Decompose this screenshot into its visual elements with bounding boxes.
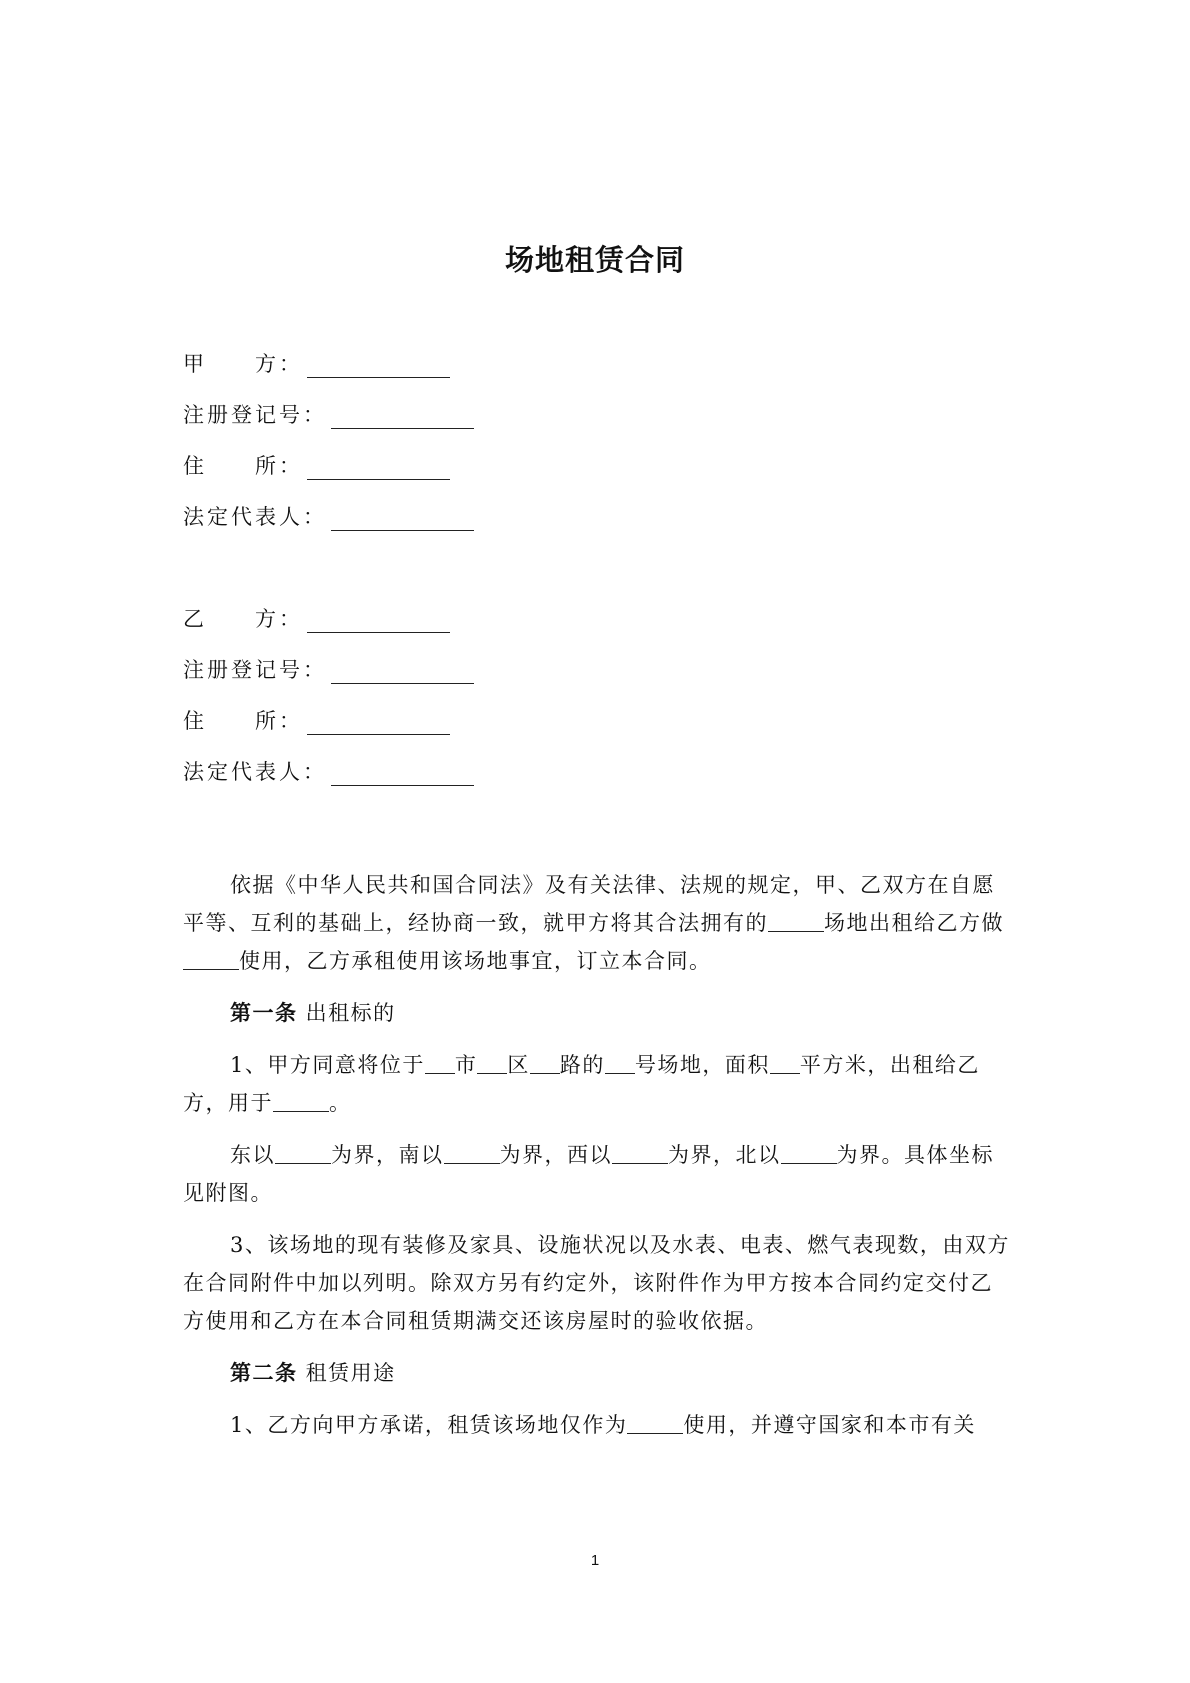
party-a-name-line bbox=[183, 348, 450, 378]
party-b-name-blank[interactable] bbox=[307, 610, 450, 633]
party-a-reg-line bbox=[183, 399, 474, 429]
party-b-reg-line bbox=[183, 654, 474, 684]
area-blank[interactable] bbox=[770, 1053, 800, 1074]
a2-i1-text-b: 使用，并遵守国家和本市有关 bbox=[683, 1413, 976, 1437]
a1-i1-text-e: 号场地，面积 bbox=[634, 1053, 770, 1077]
purpose-blank[interactable] bbox=[183, 949, 239, 970]
party-a-addr-line bbox=[183, 450, 450, 480]
use-blank[interactable] bbox=[273, 1091, 329, 1112]
a1-i2-text-d: 为界，北以 bbox=[668, 1143, 781, 1167]
a1-i1-text-c: 区 bbox=[507, 1053, 530, 1077]
preamble-text-3: 使用，乙方承租使用该场地事宜，订立本合同。 bbox=[239, 949, 712, 973]
party-a-addr-blank[interactable] bbox=[307, 457, 450, 480]
party-a-rep-blank[interactable] bbox=[331, 508, 474, 531]
north-blank[interactable] bbox=[781, 1143, 837, 1164]
party-b-addr-label: 住 所： bbox=[183, 709, 303, 733]
a1-i1-text-a: 1、甲方同意将位于 bbox=[230, 1053, 425, 1077]
article-1-item-3: 3、该场地的现有装修及家具、设施状况以及水表、电表、燃气表现数，由双方在合同附件中加以列明。除双方另有约定外，该附件作为甲方按本合同约定交付乙方使用和乙方在本合同租赁期满交还该房屋时的验收依据。 bbox=[183, 1233, 1010, 1333]
party-b-addr-blank[interactable] bbox=[307, 712, 450, 735]
party-a-reg-label: 注册登记号： bbox=[183, 403, 327, 427]
party-b-name-label: 乙 方： bbox=[183, 607, 303, 631]
a1-i2-text-c: 为界，西以 bbox=[499, 1143, 612, 1167]
preamble-text-2: 场地出租给乙方做 bbox=[824, 911, 1004, 935]
east-blank[interactable] bbox=[275, 1143, 331, 1164]
number-blank[interactable] bbox=[605, 1053, 635, 1074]
a1-i1-text-g: 。 bbox=[329, 1091, 352, 1115]
party-b-rep-blank[interactable] bbox=[331, 763, 474, 786]
party-b-rep-label: 法定代表人： bbox=[183, 760, 327, 784]
party-b-reg-label: 注册登记号： bbox=[183, 658, 327, 682]
article-1-heading bbox=[183, 994, 1013, 1032]
party-a-addr-label: 住 所： bbox=[183, 454, 303, 478]
party-b-addr-line bbox=[183, 705, 450, 735]
article-2-title: 租赁用途 bbox=[297, 1361, 396, 1385]
party-a-rep-line bbox=[183, 501, 474, 531]
west-blank[interactable] bbox=[612, 1143, 668, 1164]
a1-i1-text-d: 路的 bbox=[559, 1053, 605, 1077]
party-a-name-blank[interactable] bbox=[307, 355, 450, 378]
article-1-number: 第一条 bbox=[230, 1000, 298, 1025]
a1-i2-text-b: 为界，南以 bbox=[331, 1143, 444, 1167]
lease-use-blank[interactable] bbox=[627, 1413, 683, 1434]
preamble-paragraph bbox=[183, 866, 1013, 980]
a1-i1-text-f: 平方米，出租给乙方，用于 bbox=[183, 1053, 980, 1115]
south-blank[interactable] bbox=[444, 1143, 500, 1164]
a1-i2-text-e: 为界。具体坐标见附图。 bbox=[183, 1143, 994, 1205]
article-2-number: 第二条 bbox=[230, 1360, 298, 1385]
party-a-reg-blank[interactable] bbox=[331, 406, 474, 429]
document-title: 场地租赁合同 bbox=[504, 243, 685, 277]
a1-i2-text-a: 东以 bbox=[230, 1143, 275, 1167]
site-blank[interactable] bbox=[768, 911, 824, 932]
article-1-item-2 bbox=[183, 1136, 1013, 1212]
a1-i1-text-b: 市 bbox=[454, 1053, 478, 1077]
district-blank[interactable] bbox=[477, 1053, 507, 1074]
party-b-name-line bbox=[183, 603, 450, 633]
city-blank[interactable] bbox=[425, 1053, 455, 1074]
preamble-text-1: 依据《中华人民共和国合同法》及有关法律、法规的规定，甲、乙双方在自愿平等、互利的基础上，经协商一致，就甲方将其合法拥有的 bbox=[183, 873, 995, 935]
party-a-name-label: 甲 方： bbox=[183, 352, 303, 376]
road-blank[interactable] bbox=[530, 1053, 560, 1074]
article-2-item-1 bbox=[183, 1406, 1013, 1444]
party-b-rep-line bbox=[183, 756, 474, 786]
party-b-reg-blank[interactable] bbox=[331, 661, 474, 684]
contract-body bbox=[183, 866, 1013, 1444]
article-1-title: 出租标的 bbox=[297, 1001, 396, 1025]
party-a-rep-label: 法定代表人： bbox=[183, 505, 327, 529]
a2-i1-text-a: 1、乙方向甲方承诺，租赁该场地仅作为 bbox=[230, 1413, 628, 1437]
article-1-item-1 bbox=[183, 1046, 1013, 1122]
article-2-heading bbox=[183, 1354, 1013, 1392]
page-number: 1 bbox=[590, 1552, 600, 1569]
